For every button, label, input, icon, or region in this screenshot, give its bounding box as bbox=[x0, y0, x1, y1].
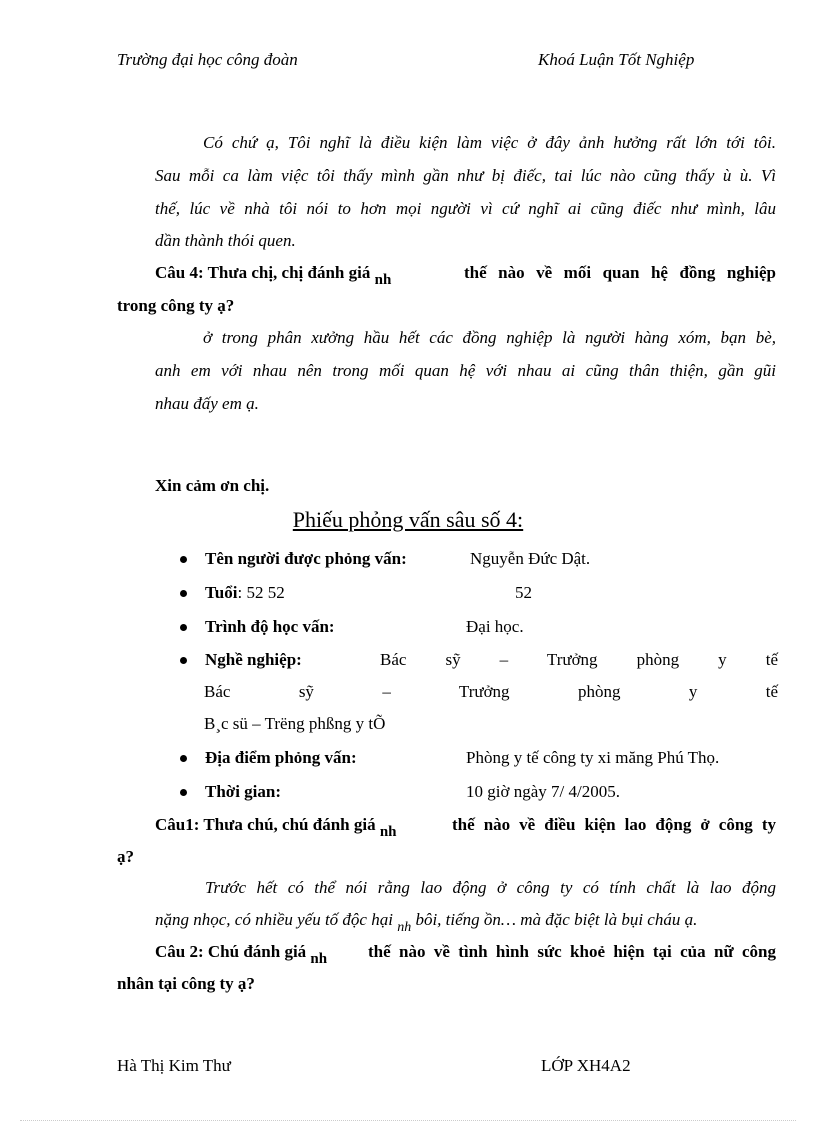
bullet-icon bbox=[180, 755, 187, 762]
para1-line3: thế, lúc về nhà tôi nói to hơn mọi người vì cứ nghĩ ai cũng điếc như mình, lâu bbox=[155, 199, 776, 218]
bullet-icon bbox=[180, 590, 187, 597]
para2-line3: nhau đấy em ạ. bbox=[155, 394, 259, 413]
time-value: 10 giờ ngày 7/ 4/2005. bbox=[466, 782, 620, 801]
q2-text-b: thế nào về tình hình sức khoẻ hiện tại của nữ công bbox=[368, 942, 776, 961]
bullet-icon bbox=[180, 789, 187, 796]
q4-text-a: Câu 4: Thưa chị, chị đánh giá bbox=[155, 263, 371, 282]
time-label: Thời gian: bbox=[205, 782, 282, 801]
para1-line2: Sau mỗi ca làm việc tôi thấy mình gần như bị điếc, tai lúc nào cũng thấy ù ù. Vì bbox=[155, 166, 776, 185]
para2-line1: ở trong phân xưởng hầu hết các đồng nghiệp là người hàng xóm, bạn bè, bbox=[203, 328, 776, 347]
q4-text-b: thế nào về mối quan hệ đồng nghiệp bbox=[464, 263, 776, 282]
name-value: Nguyễn Đức Dật. bbox=[470, 549, 591, 568]
q4-line2: trong công ty ạ? bbox=[117, 296, 235, 315]
page-bottom-divider bbox=[20, 1120, 796, 1121]
header-right: Khoá Luận Tốt Nghiệp bbox=[538, 50, 695, 69]
q1-line1 bbox=[155, 815, 397, 840]
para1-line1: Có chứ ạ, Tôi nghĩ là điều kiện làm việc ở đây ảnh hưởng rất lớn tới tôi. bbox=[203, 133, 776, 152]
title-text: Phiếu phỏng vấn sâu số 4: bbox=[292, 507, 524, 532]
place-label: Địa điểm phỏng vấn: bbox=[205, 748, 357, 767]
age-line bbox=[205, 583, 285, 603]
para2-line2: anh em với nhau nên trong mối quan hệ với nhau ai cũng thân thiện, gần gũi bbox=[155, 361, 776, 380]
age-label: Tuổi bbox=[205, 583, 238, 602]
job-line3: B¸c sü – Trëng phßng y tÕ bbox=[204, 714, 386, 733]
q4-line1 bbox=[155, 263, 392, 288]
q4-sub: nh bbox=[374, 272, 392, 288]
age-value: 52 bbox=[515, 583, 532, 602]
footer-right: LỚP XH4A2 bbox=[541, 1056, 631, 1075]
bullet-icon bbox=[180, 624, 187, 631]
q2-line1 bbox=[155, 942, 328, 967]
para3-text-a: nặng nhọc, có nhiều yếu tố độc hại bbox=[155, 910, 393, 929]
thanks-line: Xin cảm ơn chị. bbox=[155, 476, 270, 495]
q1-text-b: thế nào về điều kiện lao động ở công ty bbox=[452, 815, 776, 834]
bullet-icon bbox=[180, 556, 187, 563]
page-title bbox=[0, 507, 816, 533]
para1-line4: dần thành thói quen. bbox=[155, 231, 296, 250]
q1-text-a: Câu1: Thưa chú, chú đánh giá bbox=[155, 815, 376, 834]
age-rest: : 52 52 bbox=[237, 583, 285, 602]
job-line2: Bác sỹ – Trưởng phòng y tế bbox=[204, 682, 778, 701]
edu-label: Trình độ học vấn: bbox=[205, 617, 335, 636]
footer-left: Hà Thị Kim Thư bbox=[117, 1056, 231, 1075]
para3-line1: Trước hết có thể nói rằng lao động ở công ty có tính chất là lao động bbox=[205, 878, 776, 897]
q2-text-a: Câu 2: Chú đánh giá bbox=[155, 942, 307, 961]
name-label: Tên người được phỏng vấn: bbox=[205, 549, 407, 568]
header-left: Trường đại học công đoàn bbox=[117, 50, 298, 69]
q1-sub: nh bbox=[379, 824, 397, 840]
edu-value: Đại học. bbox=[466, 617, 524, 636]
para3-line2 bbox=[155, 910, 698, 935]
q2-line2: nhân tại công ty ạ? bbox=[117, 974, 255, 993]
q2-sub: nh bbox=[310, 951, 328, 967]
q1-line2: ạ? bbox=[117, 847, 134, 866]
job-line1: Bác sỹ – Trưởng phòng y tế bbox=[380, 650, 778, 669]
job-label: Nghề nghiệp: bbox=[205, 650, 302, 669]
para3-sub: nh bbox=[397, 920, 412, 935]
place-value: Phòng y tế công ty xi măng Phú Thọ. bbox=[466, 748, 720, 767]
para3-text-b: bôi, tiếng ồn… mà đặc biệt là bụi cháu ạ. bbox=[415, 910, 698, 929]
bullet-icon bbox=[180, 657, 187, 664]
